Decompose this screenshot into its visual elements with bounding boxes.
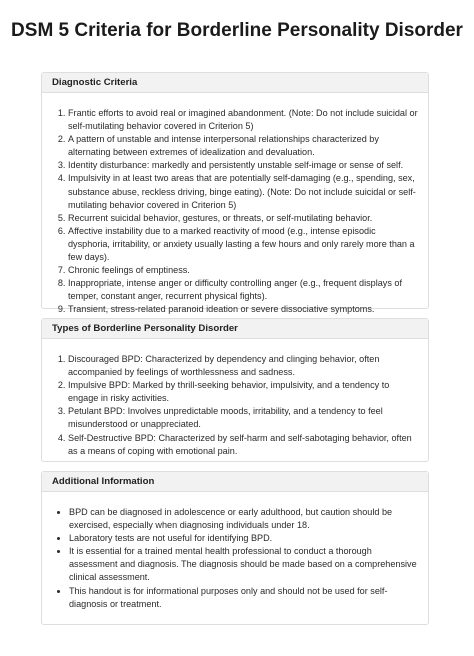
additional-information-section bbox=[41, 471, 429, 625]
section-heading: Types of Borderline Personality Disorder bbox=[42, 319, 428, 339]
page-title: DSM 5 Criteria for Borderline Personality Disorder bbox=[11, 20, 463, 41]
section-heading: Diagnostic Criteria bbox=[42, 73, 428, 93]
list-item: 7. Chronic feelings of emptiness. bbox=[68, 264, 418, 277]
list-item: 1. Discouraged BPD: Characterized by dependency and clinging behavior, often accompanied by feelings of worthlessness and sadness. bbox=[68, 353, 418, 379]
types-list bbox=[52, 353, 418, 458]
list-item: 1. Frantic efforts to avoid real or imagined abandonment. (Note: Do not include suicidal or self-mutilating behavior covered in Criterion 5) bbox=[68, 107, 418, 133]
list-item: 3. Petulant BPD: Involves unpredictable moods, irritability, and a tendency to feel misunderstood or unappreciated. bbox=[68, 405, 418, 431]
section-body bbox=[42, 492, 428, 611]
list-item: 5. Recurrent suicidal behavior, gestures, or threats, or self-mutilating behavior. bbox=[68, 212, 418, 225]
list-item: 8. Inappropriate, intense anger or difficulty controlling anger (e.g., frequent displays of temper, constant anger, recurrent physical fights). bbox=[68, 277, 418, 303]
list-item: 4. Self-Destructive BPD: Characterized by self-harm and self-sabotaging behavior, often as a means of coping with emotional pain. bbox=[68, 432, 418, 458]
bpd-types-section bbox=[41, 318, 429, 462]
list-item: 9. Transient, stress-related paranoid ideation or severe dissociative symptoms. bbox=[68, 303, 418, 316]
list-item: • BPD can be diagnosed in adolescence or early adulthood, but caution should be exercised, especially when diagnosing individuals under 18. bbox=[69, 506, 418, 532]
diagnostic-criteria-section bbox=[41, 72, 429, 315]
list-item: 3. Identity disturbance: markedly and persistently unstable self-image or sense of self. bbox=[68, 159, 418, 172]
criteria-list bbox=[52, 107, 418, 317]
section-body bbox=[42, 339, 428, 458]
list-item: 2. Impulsive BPD: Marked by thrill-seeking behavior, impulsivity, and a tendency to engage in risky activities. bbox=[68, 379, 418, 405]
list-item: • Laboratory tests are not useful for identifying BPD. bbox=[69, 532, 418, 545]
section-heading: Additional Information bbox=[42, 472, 428, 492]
section-body bbox=[42, 93, 428, 317]
list-item: 2. A pattern of unstable and intense interpersonal relationships characterized by alternating between extremes of idealization and devaluation. bbox=[68, 133, 418, 159]
list-item: • It is essential for a trained mental health professional to conduct a thorough assessment and diagnosis. The diagnosis should be made based on a comprehensive clinical assessment. bbox=[69, 545, 418, 584]
list-item: 4. Impulsivity in at least two areas that are potentially self-damaging (e.g., spending, sex, substance abuse, reckless driving, binge eating). (Note: Do not include suicidal or self-mutilating behavior covered in Criterion 5) bbox=[68, 172, 418, 211]
info-list bbox=[52, 506, 418, 611]
list-item: 6. Affective instability due to a marked reactivity of mood (e.g., intense episodic dysphoria, irritability, or anxiety usually lasting a few hours and only rarely more than a few days). bbox=[68, 225, 418, 264]
list-item: • This handout is for informational purposes only and should not be used for self-diagnosis or treatment. bbox=[69, 585, 418, 611]
